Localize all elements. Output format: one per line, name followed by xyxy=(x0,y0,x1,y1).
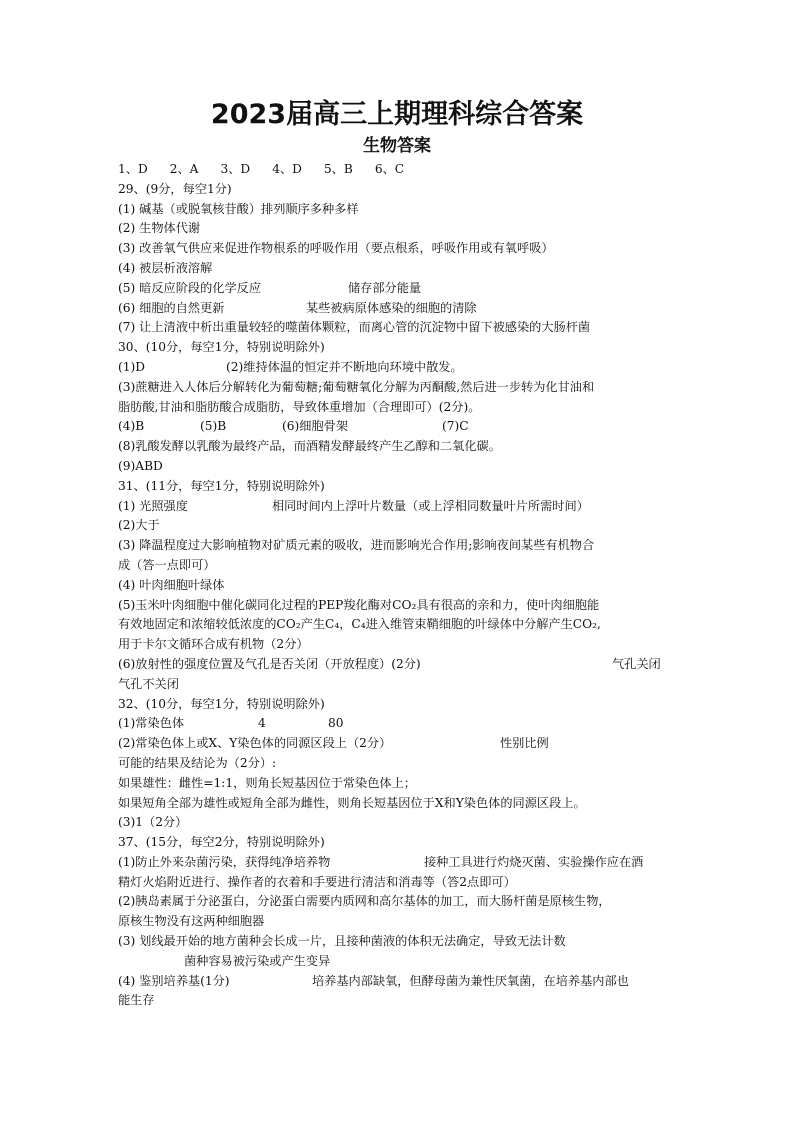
answer-text: 能生存 xyxy=(118,993,155,1008)
answer-text: (2)维持体温的恒定并不断地向环境中散发。 xyxy=(226,359,463,374)
mcq-answer: 3、D xyxy=(220,162,251,176)
mcq-answer: 5、B xyxy=(323,162,353,176)
answer-text: 气孔不关闭 xyxy=(118,676,179,691)
answer-text: (1) 光照强度 xyxy=(118,498,188,513)
answer-text: (2)常染色体上或X、Y染色体的同源区段上（2分） xyxy=(118,736,392,751)
answer-text: 用于卡尔文循环合成有机物（2分） xyxy=(118,637,309,652)
q29-line xyxy=(118,259,688,279)
answer-text: 储存部分能量 xyxy=(348,280,422,295)
question-header: 29、(9分，每空1分) xyxy=(118,181,232,196)
answer-text: 4 xyxy=(258,716,266,731)
answer-text: (6)细胞骨架 xyxy=(282,419,349,434)
answer-text: (1)D xyxy=(118,359,146,374)
q30-line xyxy=(118,398,688,418)
page-title: 2023届高三上期理科综合答案 xyxy=(210,99,584,130)
q32-line xyxy=(118,774,688,794)
q31-line xyxy=(118,675,688,695)
q31-line xyxy=(118,635,688,655)
q32-line xyxy=(118,794,688,814)
answer-text: 培养基内部缺氧，但酵母菌为兼性厌氧菌，在培养基内部也 xyxy=(312,973,629,988)
q32-header xyxy=(118,695,688,715)
answer-text: (7)C xyxy=(442,419,469,434)
q32-line xyxy=(118,714,688,734)
answer-text: (1)常染色体 xyxy=(118,716,185,731)
q29-line xyxy=(118,239,688,259)
answer-text: (2)胰岛素属于分泌蛋白，分泌蛋白需要内质网和高尔基体的加工，而大肠杆菌是原核生物， xyxy=(118,894,611,909)
q29-header xyxy=(118,180,688,200)
answer-text: 成（答一点即可） xyxy=(118,557,216,572)
answer-text: (3) 划线最开始的地方菌种会长成一片，且接种菌液的体积无法确定，导致无法计数 xyxy=(118,934,566,949)
q29-line xyxy=(118,200,688,220)
answer-text: (5)B xyxy=(200,419,227,434)
question-header: 31、(11分，每空1分，特别说明除外) xyxy=(118,478,325,493)
answer-text: (4) 被层析液溶解 xyxy=(118,260,213,275)
answer-text: (3)1（2分） xyxy=(118,815,188,830)
q37-line xyxy=(118,932,688,952)
answer-text: (5)玉米叶肉细胞中催化碳同化过程的PEP羧化酶对CO₂具有很高的亲和力，使叶肉细胞能 xyxy=(118,597,600,612)
q37-line xyxy=(118,873,688,893)
answer-text: (9)ABD xyxy=(118,458,163,473)
q37-header xyxy=(118,833,688,853)
answer-text: (3) 降温程度过大影响植物对矿质元素的吸收，进而影响光合作用;影响夜间某些有机物合 xyxy=(118,538,595,553)
answer-text: 菌种容易被污染或产生变异 xyxy=(184,953,331,968)
answer-text: (2) 生物体代谢 xyxy=(118,221,201,236)
q31-header xyxy=(118,477,688,497)
q31-line xyxy=(118,596,688,616)
answer-text: 精灯火焰附近进行、操作者的衣着和手要进行清洁和消毒等（答2点即可） xyxy=(118,874,516,889)
mcq-answer: 1、D xyxy=(118,162,148,176)
q31-line xyxy=(118,497,688,517)
q37-line xyxy=(118,972,688,992)
answer-text: (5) 暗反应阶段的化学反应 xyxy=(118,280,262,295)
answer-text: 80 xyxy=(328,716,344,731)
q30-header xyxy=(118,338,688,358)
mcq-answer: 4、D xyxy=(272,162,302,176)
q37-line xyxy=(118,892,688,912)
answer-text: 气孔关闭 xyxy=(612,656,661,671)
answer-text: (6) 细胞的自然更新 xyxy=(118,300,225,315)
q30-line xyxy=(118,417,688,437)
q37-line xyxy=(118,912,688,932)
mcq-answer: 6、C xyxy=(374,162,405,176)
answer-text: 有效地固定和浓缩较低浓度的CO₂产生C₄，C₄进入维管束鞘细胞的叶绿体中分解产生CO₂, xyxy=(118,617,601,632)
q29-line xyxy=(118,318,688,338)
answer-text: (1) 碱基（或脱氧核苷酸）排列顺序多种多样 xyxy=(118,201,359,216)
answer-text: 接种工具进行灼烧灭菌、实验操作应在酒 xyxy=(424,854,644,869)
q32-line xyxy=(118,734,688,754)
answer-text: 如果雄性：雌性=1:1，则角长短基因位于常染色体上； xyxy=(118,775,416,790)
answer-text: 某些被病原体感染的细胞的清除 xyxy=(306,300,477,315)
q30-line xyxy=(118,378,688,398)
q31-line xyxy=(118,536,688,556)
q32-line xyxy=(118,813,688,833)
answer-text: 可能的结果及结论为（2分）: xyxy=(118,755,277,770)
answer-text: (7) 让上清液中析出重量较轻的噬菌体颗粒，而离心管的沉淀物中留下被感染的大肠杆菌 xyxy=(118,320,591,335)
answer-text: 原核生物没有这两种细胞器 xyxy=(118,914,265,929)
answer-text: 相同时间内上浮叶片数量（或上浮相同数量叶片所需时间） xyxy=(272,498,589,513)
answer-text: 性别比例 xyxy=(500,736,549,751)
answer-body xyxy=(118,160,688,1011)
q32-line xyxy=(118,754,688,774)
q29-line xyxy=(118,299,688,319)
answer-text: (4) 鉴别培养基(1分) xyxy=(118,973,230,988)
answer-text: 脂肪酸,甘油和脂肪酸合成脂肪，导致体重增加（合理即可）(2分)。 xyxy=(118,399,481,414)
section-title-biology: 生物答案 xyxy=(363,136,431,156)
mcq-answer: 2、A xyxy=(169,162,199,176)
answer-text: (3) 改善氧气供应来促进作物根系的呼吸作用（要点根系，呼吸作用或有氧呼吸） xyxy=(118,241,554,256)
answer-text: (3)蔗糖进入人体后分解转化为葡萄糖;葡萄糖氧化分解为丙酮酸,然后进一步转为化甘油和 xyxy=(118,379,595,394)
question-header: 32、(10分，每空1分，特别说明除外) xyxy=(118,696,325,711)
answer-text: (2)大于 xyxy=(118,518,160,533)
q29-line xyxy=(118,219,688,239)
q37-line xyxy=(118,991,688,1011)
q31-line xyxy=(118,556,688,576)
q29-line xyxy=(118,279,688,299)
answer-text: (8)乳酸发酵以乳酸为最终产品，而酒精发酵最终产生乙醇和二氧化碳。 xyxy=(118,439,501,454)
q37-line xyxy=(118,853,688,873)
q31-line xyxy=(118,576,688,596)
q30-line xyxy=(118,358,688,378)
answer-text: (6)放射性的强度位置及气孔是否关闭（开放程度）(2分) xyxy=(118,656,421,671)
q30-line xyxy=(118,457,688,477)
answer-text: (1)防止外来杂菌污染，获得纯净培养物 xyxy=(118,854,331,869)
q31-line xyxy=(118,615,688,635)
question-header: 37、(15分，每空2分，特别说明除外) xyxy=(118,835,325,850)
q31-line xyxy=(118,655,688,675)
answer-text: (4)B xyxy=(118,419,145,434)
q31-line xyxy=(118,516,688,536)
answer-text: (4) 叶肉细胞叶绿体 xyxy=(118,577,225,592)
q37-line xyxy=(118,952,688,972)
answer-text: 如果短角全部为雄性或短角全部为雌性，则角长短基因位于X和Y染色体的同源区段上。 xyxy=(118,795,586,810)
mcq-answers xyxy=(118,160,688,180)
question-header: 30、(10分，每空1分，特别说明除外) xyxy=(118,340,325,355)
q30-line xyxy=(118,437,688,457)
